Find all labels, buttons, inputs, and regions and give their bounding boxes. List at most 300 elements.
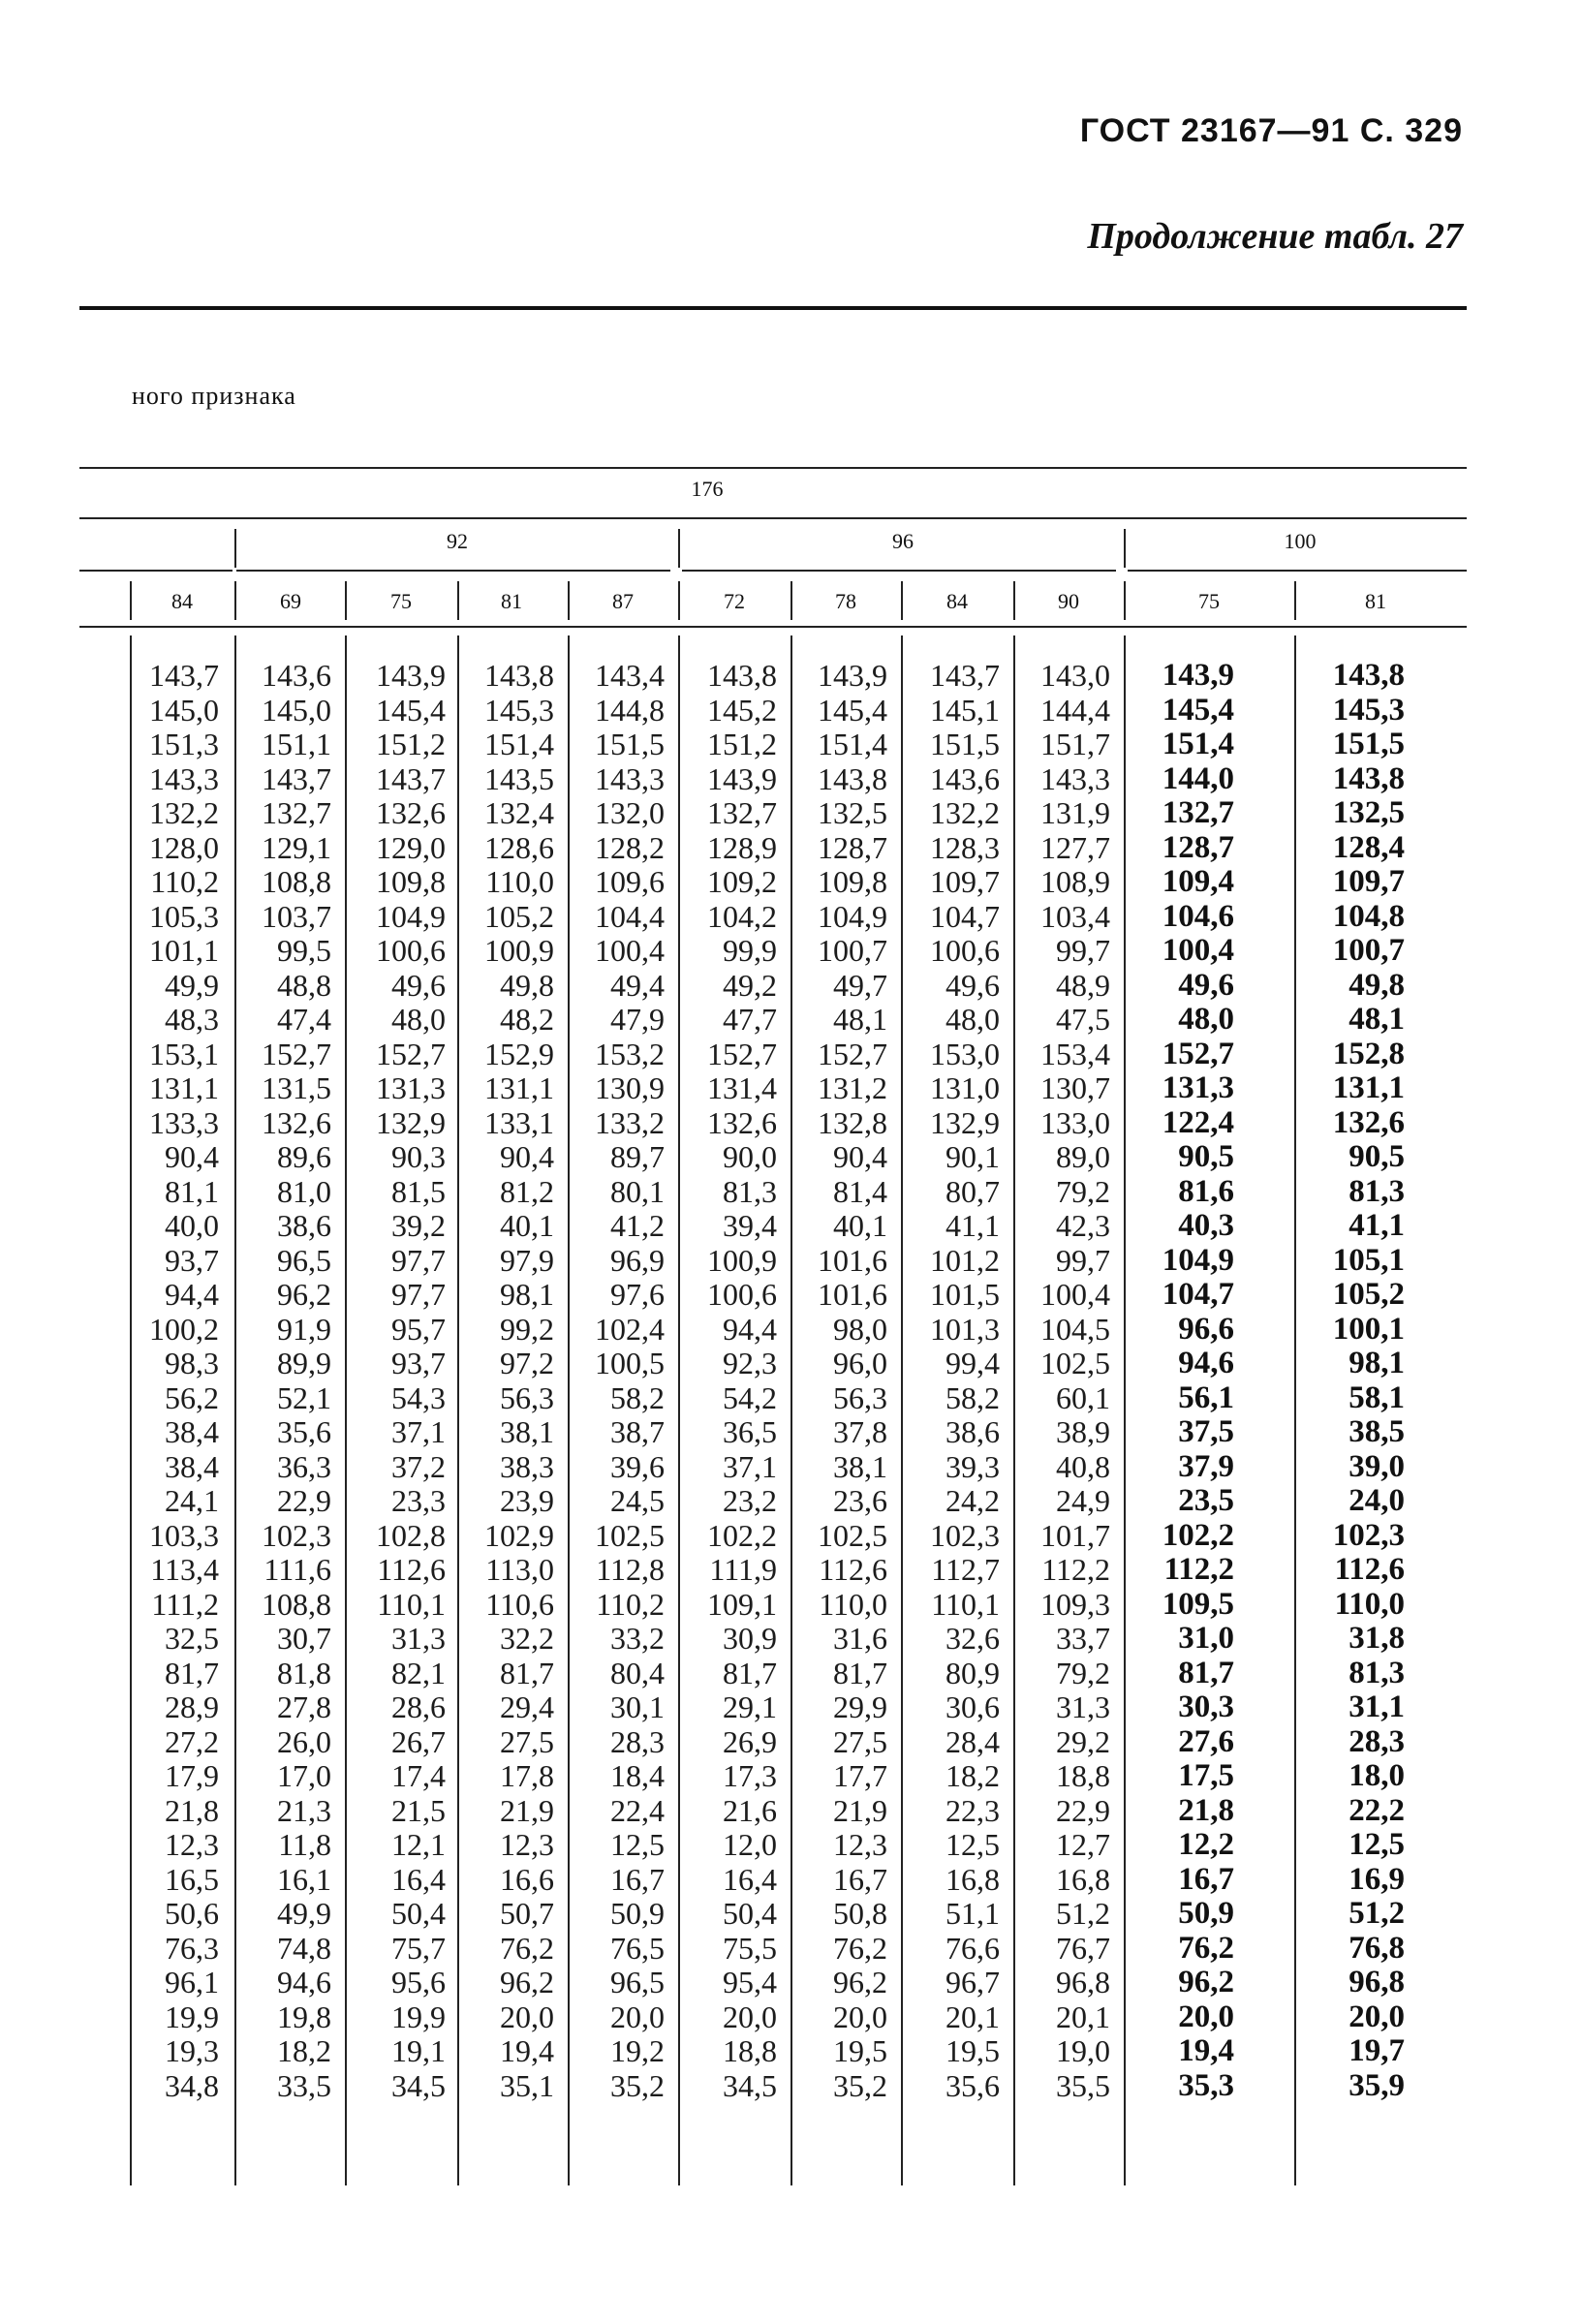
table-cell: 108,8: [262, 864, 331, 899]
table-cell: 39,6: [610, 1448, 665, 1484]
table-cell: 17,5: [1178, 1758, 1234, 1793]
table-cell: 35,1: [500, 2067, 554, 2103]
table-cell: 58,2: [610, 1379, 665, 1415]
table-cell: 104,4: [595, 898, 665, 934]
table-cell: 49,9: [165, 967, 219, 1003]
table-cell: 96,6: [1178, 1311, 1234, 1347]
table-cell: 100,7: [818, 933, 887, 968]
table-cell: 102,9: [484, 1517, 554, 1553]
table-cell: 96,1: [165, 1965, 219, 1999]
table-cell: 38,6: [277, 1208, 331, 1243]
table-cell: 22,2: [1348, 1792, 1405, 1828]
table-cell: 109,8: [376, 864, 446, 899]
table-cell: 90,3: [391, 1139, 446, 1174]
table-cell: 39,2: [391, 1208, 446, 1243]
table-cell: 145,1: [930, 692, 1000, 728]
table-cell: 49,4: [610, 967, 665, 1003]
table-cell: 143,0: [1040, 658, 1110, 693]
table-cell: 113,0: [485, 1552, 554, 1587]
table-cell: 40,8: [1056, 1448, 1110, 1484]
col-divider-2: [345, 581, 347, 620]
table-cell: 99,5: [277, 933, 331, 968]
table-cell: 24,5: [610, 1483, 665, 1518]
table-cell: 100,2: [149, 1311, 219, 1347]
table-cell: 81,4: [833, 1173, 887, 1209]
table-cell: 28,9: [165, 1689, 219, 1724]
table-cell: 97,2: [500, 1346, 554, 1380]
table-cell: 94,6: [1178, 1346, 1234, 1380]
data-column: [1298, 659, 1405, 2103]
table-cell: 30,1: [610, 1689, 665, 1724]
table-cell: 41,2: [610, 1208, 665, 1243]
table-cell: 109,7: [930, 864, 1000, 899]
table-cell: 23,9: [500, 1483, 554, 1518]
table-cell: 131,5: [262, 1070, 331, 1105]
table-cell: 27,5: [833, 1723, 887, 1759]
top-rule: [79, 306, 1467, 310]
table-cell: 131,2: [818, 1070, 887, 1105]
table-cell: 58,1: [1348, 1379, 1405, 1415]
group-divider-1: [234, 529, 236, 568]
table-cell: 41,1: [1348, 1208, 1405, 1243]
table-cell: 50,9: [1178, 1896, 1234, 1931]
table-cell: 89,9: [277, 1346, 331, 1380]
table-cell: 48,0: [1178, 1002, 1234, 1037]
table-cell: 47,5: [1056, 1002, 1110, 1037]
table-cell: 48,2: [500, 1002, 554, 1037]
table-cell: 50,7: [500, 1896, 554, 1931]
table-cell: 31,3: [1056, 1689, 1110, 1724]
table-cell: 82,1: [391, 1655, 446, 1690]
table-cell: 47,4: [277, 1002, 331, 1037]
table-cell: 21,6: [723, 1792, 777, 1828]
table-cell: 131,0: [930, 1070, 1000, 1105]
table-cell: 50,4: [723, 1896, 777, 1931]
table-cell: 151,2: [376, 727, 446, 761]
table-cell: 12,2: [1178, 1827, 1234, 1862]
table-cell: 36,3: [277, 1448, 331, 1484]
header-rule-3c: [682, 570, 1116, 572]
col-divider-6: [790, 581, 792, 620]
table-cell: 110,6: [485, 1586, 554, 1622]
col-divider-0: [130, 581, 132, 620]
table-cell: 76,2: [833, 1930, 887, 1966]
table-cell: 97,7: [391, 1277, 446, 1312]
table-cell: 102,2: [1162, 1517, 1234, 1553]
table-cell: 97,9: [500, 1242, 554, 1278]
table-cell: 96,2: [277, 1277, 331, 1312]
table-cell: 18,2: [277, 2033, 331, 2068]
table-cell: 90,4: [165, 1139, 219, 1174]
table-cell: 143,8: [484, 658, 554, 693]
table-cell: 31,3: [391, 1621, 446, 1656]
table-cell: 81,8: [277, 1655, 331, 1690]
table-cell: 112,6: [1334, 1552, 1405, 1587]
table-cell: 132,5: [1332, 795, 1405, 830]
table-cell: 132,6: [1332, 1104, 1405, 1140]
table-cell: 17,3: [723, 1758, 777, 1793]
table-cell: 143,9: [376, 658, 446, 693]
table-cell: 143,3: [1040, 760, 1110, 796]
header-rule-1: [79, 467, 1467, 469]
table-cell: 40,1: [833, 1208, 887, 1243]
table-cell: 102,5: [1040, 1346, 1110, 1380]
table-cell: 33,2: [610, 1621, 665, 1656]
table-cell: 39,0: [1348, 1448, 1405, 1484]
table-cell: 104,2: [707, 898, 777, 934]
table-cell: 16,7: [1178, 1861, 1234, 1897]
table-cell: 143,3: [595, 760, 665, 796]
header-rule-2: [79, 517, 1467, 519]
table-cell: 133,0: [1040, 1104, 1110, 1140]
table-cell: 143,7: [376, 760, 446, 796]
table-cell: 94,4: [723, 1311, 777, 1347]
col-divider-10: [1294, 581, 1296, 620]
table-cell: 132,2: [930, 795, 1000, 830]
table-cell: 143,6: [930, 760, 1000, 796]
table-cell: 104,7: [1162, 1277, 1234, 1312]
table-cell: 98,3: [165, 1346, 219, 1380]
table-cell: 49,6: [391, 967, 446, 1003]
table-cell: 37,2: [391, 1448, 446, 1484]
document-reference: ГОСТ 23167—91 С. 329: [1079, 112, 1463, 149]
table-cell: 101,1: [149, 933, 219, 968]
table-cell: 48,1: [1348, 1002, 1405, 1037]
data-column: [905, 659, 1000, 2103]
table-cell: 105,2: [484, 898, 554, 934]
table-cell: 133,3: [149, 1104, 219, 1140]
table-cell: 49,6: [1178, 967, 1234, 1003]
table-cell: 49,8: [1348, 967, 1405, 1003]
table-cell: 129,1: [262, 829, 331, 865]
table-cell: 143,9: [1162, 658, 1234, 693]
table-cell: 81,0: [277, 1173, 331, 1209]
table-cell: 17,4: [391, 1758, 446, 1793]
table-cell: 38,4: [165, 1448, 219, 1484]
table-cell: 102,5: [595, 1517, 665, 1553]
table-cell: 112,8: [596, 1552, 665, 1587]
table-cell: 17,7: [833, 1758, 887, 1793]
table-cell: 48,0: [391, 1002, 446, 1037]
table-cell: 108,9: [1040, 864, 1110, 899]
table-cell: 37,1: [391, 1414, 446, 1449]
table-cell: 111,9: [709, 1552, 777, 1587]
table-cell: 28,3: [610, 1723, 665, 1759]
table-cell: 112,2: [1163, 1552, 1234, 1587]
table-cell: 18,2: [946, 1758, 1000, 1793]
table-cell: 16,4: [391, 1861, 446, 1897]
table-cell: 101,6: [818, 1242, 887, 1278]
data-column: [349, 659, 446, 2103]
table-cell: 96,9: [610, 1242, 665, 1278]
table-cell: 26,7: [391, 1723, 446, 1759]
table-cell: 27,5: [500, 1723, 554, 1759]
table-cell: 12,1: [391, 1827, 446, 1862]
table-cell: 37,1: [723, 1448, 777, 1484]
table-cell: 50,6: [165, 1896, 219, 1931]
table-cell: 32,2: [500, 1621, 554, 1656]
table-cell: 81,2: [500, 1173, 554, 1209]
table-cell: 21,9: [500, 1792, 554, 1828]
table-cell: 99,9: [723, 933, 777, 968]
group-divider-3: [1124, 529, 1126, 568]
table-cell: 131,1: [1332, 1070, 1405, 1105]
table-cell: 96,2: [500, 1965, 554, 1999]
table-cell: 56,2: [165, 1379, 219, 1415]
table-cell: 129,0: [376, 829, 446, 865]
table-cell: 144,8: [595, 692, 665, 728]
table-cell: 23,5: [1178, 1483, 1234, 1518]
table-cell: 19,3: [165, 2033, 219, 2068]
table-cell: 11,8: [278, 1827, 331, 1862]
table-cell: 145,4: [1162, 692, 1234, 728]
table-cell: 102,2: [707, 1517, 777, 1553]
table-cell: 76,5: [610, 1930, 665, 1966]
table-cell: 75,7: [391, 1930, 446, 1966]
data-column: [794, 659, 887, 2103]
table-cell: 104,9: [1162, 1242, 1234, 1278]
table-cell: 131,1: [149, 1070, 219, 1105]
table-cell: 100,6: [707, 1277, 777, 1312]
table-cell: 153,2: [595, 1036, 665, 1071]
table-cell: 101,6: [818, 1277, 887, 1312]
table-cell: 22,9: [1056, 1792, 1110, 1828]
table-cell: 80,4: [610, 1655, 665, 1690]
table-cell: 144,4: [1040, 692, 1110, 728]
table-cell: 76,3: [165, 1930, 219, 1966]
table-cell: 48,1: [833, 1002, 887, 1037]
table-cell: 93,7: [165, 1242, 219, 1278]
table-cell: 76,2: [1178, 1930, 1234, 1966]
table-cell: 16,5: [165, 1861, 219, 1897]
table-cell: 127,7: [1040, 829, 1110, 865]
table-cell: 81,7: [1178, 1655, 1234, 1690]
table-cell: 32,5: [165, 1621, 219, 1656]
table-cell: 29,9: [833, 1689, 887, 1724]
column-header: 84: [946, 589, 968, 613]
table-cell: 130,9: [595, 1070, 665, 1105]
table-cell: 90,4: [833, 1139, 887, 1174]
table-cell: 56,3: [500, 1379, 554, 1415]
table-cell: 56,1: [1178, 1379, 1234, 1415]
table-cell: 80,7: [946, 1173, 1000, 1209]
table-cell: 152,7: [818, 1036, 887, 1071]
table-cell: 90,0: [723, 1139, 777, 1174]
table-cell: 128,0: [149, 829, 219, 865]
table-cell: 81,7: [500, 1655, 554, 1690]
table-cell: 20,0: [833, 1999, 887, 2034]
table-cell: 151,5: [595, 727, 665, 761]
table-cell: 24,2: [946, 1483, 1000, 1518]
table-cell: 151,4: [818, 727, 887, 761]
table-cell: 37,8: [833, 1414, 887, 1449]
table-cell: 105,3: [149, 898, 219, 934]
table-cell: 48,9: [1056, 967, 1110, 1003]
table-cell: 143,4: [595, 658, 665, 693]
body-rule-0: [130, 635, 132, 2185]
table-cell: 144,0: [1162, 760, 1234, 796]
table-cell: 151,4: [1162, 727, 1234, 761]
table-cell: 100,5: [595, 1346, 665, 1380]
table-cell: 111,2: [151, 1586, 219, 1622]
table-cell: 20,0: [1178, 1999, 1234, 2034]
body-rule-8: [1013, 635, 1015, 2185]
table-cell: 152,7: [707, 1036, 777, 1071]
table-cell: 29,4: [500, 1689, 554, 1724]
table-cell: 145,4: [818, 692, 887, 728]
table-cell: 143,6: [262, 658, 331, 693]
table-cell: 151,2: [707, 727, 777, 761]
table-cell: 112,6: [819, 1552, 887, 1587]
table-cell: 16,1: [277, 1861, 331, 1897]
table-cell: 97,7: [391, 1242, 446, 1278]
table-cell: 102,3: [262, 1517, 331, 1553]
table-cell: 20,0: [723, 1999, 777, 2034]
table-cell: 31,8: [1348, 1621, 1405, 1656]
table-cell: 51,2: [1056, 1896, 1110, 1931]
table-cell: 22,9: [277, 1483, 331, 1518]
table-cell: 76,7: [1056, 1930, 1110, 1966]
column-caption: ного признака: [132, 382, 296, 410]
table-cell: 21,3: [277, 1792, 331, 1828]
table-cell: 128,7: [1162, 829, 1234, 865]
table-cell: 33,7: [1056, 1621, 1110, 1656]
table-cell: 51,1: [946, 1896, 1000, 1931]
data-column: [572, 659, 665, 2103]
table-cell: 152,9: [484, 1036, 554, 1071]
table-cell: 100,7: [1332, 933, 1405, 968]
col-divider-3: [457, 581, 459, 620]
table-cell: 132,6: [262, 1104, 331, 1140]
table-cell: 60,1: [1056, 1379, 1110, 1415]
table-cell: 81,1: [165, 1173, 219, 1209]
table-cell: 12,3: [833, 1827, 887, 1862]
table-cell: 132,8: [818, 1104, 887, 1140]
table-cell: 18,0: [1348, 1758, 1405, 1793]
table-cell: 22,3: [946, 1792, 1000, 1828]
table-cell: 128,6: [484, 829, 554, 865]
table-cell: 143,8: [1332, 760, 1405, 796]
table-cell: 109,2: [707, 864, 777, 899]
table-cell: 112,7: [931, 1552, 1000, 1587]
table-cell: 111,6: [264, 1552, 331, 1587]
table-cell: 101,3: [930, 1311, 1000, 1347]
col-divider-1: [234, 581, 236, 620]
table-cell: 75,5: [723, 1930, 777, 1966]
table-cell: 18,8: [1056, 1758, 1110, 1793]
table-cell: 152,7: [376, 1036, 446, 1071]
table-cell: 145,2: [707, 692, 777, 728]
table-cell: 35,2: [833, 2067, 887, 2103]
table-cell: 19,2: [610, 2033, 665, 2068]
table-cell: 110,0: [485, 864, 554, 899]
table-cell: 89,7: [610, 1139, 665, 1174]
table-cell: 110,2: [150, 864, 219, 899]
header-rule-3b: [236, 570, 670, 572]
table-cell: 100,4: [1040, 1277, 1110, 1312]
table-cell: 20,0: [1348, 1999, 1405, 2034]
table-cell: 12,0: [723, 1827, 777, 1862]
table-cell: 96,2: [833, 1965, 887, 1999]
table-cell: 16,9: [1348, 1861, 1405, 1897]
table-cell: 81,7: [833, 1655, 887, 1690]
column-header: 78: [835, 589, 856, 613]
data-column: [134, 659, 219, 2103]
table-cell: 132,5: [818, 795, 887, 830]
table-cell: 91,9: [277, 1311, 331, 1347]
table-cell: 38,6: [946, 1414, 1000, 1449]
data-column: [1017, 659, 1110, 2103]
table-cell: 133,2: [595, 1104, 665, 1140]
table-cell: 89,6: [277, 1139, 331, 1174]
table-cell: 28,3: [1348, 1723, 1405, 1759]
table-cell: 42,3: [1056, 1208, 1110, 1243]
table-cell: 39,3: [946, 1448, 1000, 1484]
table-cell: 23,2: [723, 1483, 777, 1518]
column-header: 75: [390, 589, 412, 613]
header-height-176: 176: [691, 477, 724, 501]
table-cell: 143,8: [707, 658, 777, 693]
table-cell: 153,1: [149, 1036, 219, 1071]
table-cell: 47,9: [610, 1002, 665, 1037]
column-header: 75: [1198, 589, 1220, 613]
table-cell: 81,3: [1348, 1655, 1405, 1690]
table-cell: 151,4: [484, 727, 554, 761]
table-cell: 12,7: [1056, 1827, 1110, 1862]
table-cell: 145,3: [1332, 692, 1405, 728]
table-cell: 49,2: [723, 967, 777, 1003]
table-cell: 90,1: [946, 1139, 1000, 1174]
table-cell: 22,4: [610, 1792, 665, 1828]
table-cell: 19,1: [391, 2033, 446, 2068]
table-cell: 23,6: [833, 1483, 887, 1518]
table-cell: 47,7: [723, 1002, 777, 1037]
table-cell: 96,5: [610, 1965, 665, 1999]
table-cell: 19,4: [500, 2033, 554, 2068]
table-cell: 110,2: [596, 1586, 665, 1622]
table-cell: 132,6: [707, 1104, 777, 1140]
table-cell: 113,4: [150, 1552, 219, 1587]
table-cell: 19,8: [277, 1999, 331, 2034]
table-cell: 81,7: [165, 1655, 219, 1690]
table-cell: 74,8: [277, 1930, 331, 1966]
table-cell: 56,3: [833, 1379, 887, 1415]
table-cell: 21,9: [833, 1792, 887, 1828]
table-cell: 103,3: [149, 1517, 219, 1553]
table-cell: 122,4: [1162, 1104, 1234, 1140]
col-divider-4: [568, 581, 570, 620]
table-cell: 51,2: [1348, 1896, 1405, 1931]
table-cell: 24,9: [1056, 1483, 1110, 1518]
table-cell: 30,3: [1178, 1689, 1234, 1724]
table-cell: 54,3: [391, 1379, 446, 1415]
table-cell: 16,4: [723, 1861, 777, 1897]
table-cell: 12,5: [1348, 1827, 1405, 1862]
table-cell: 128,3: [930, 829, 1000, 865]
table-cell: 49,9: [277, 1896, 331, 1931]
table-cell: 38,4: [165, 1414, 219, 1449]
table-cell: 95,4: [723, 1965, 777, 1999]
data-column: [238, 659, 331, 2103]
table-cell: 101,7: [1040, 1517, 1110, 1553]
table-cell: 20,1: [946, 1999, 1000, 2034]
table-cell: 95,6: [391, 1965, 446, 1999]
col-divider-7: [901, 581, 903, 620]
table-cell: 37,5: [1178, 1414, 1234, 1449]
table-cell: 49,6: [946, 967, 1000, 1003]
table-cell: 98,1: [500, 1277, 554, 1312]
table-cell: 49,8: [500, 967, 554, 1003]
